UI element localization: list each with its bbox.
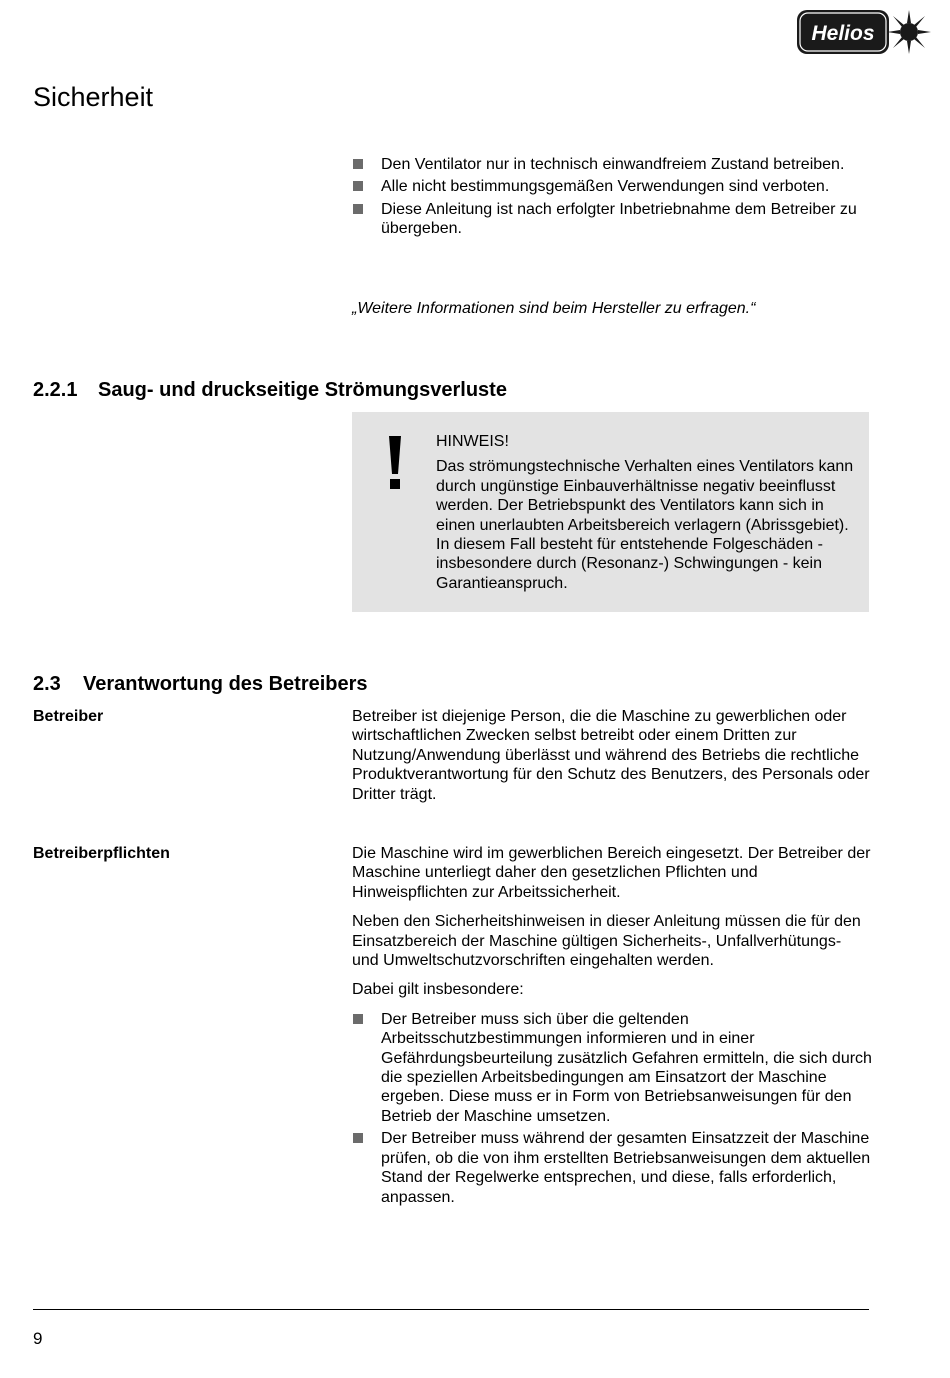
section-title: Saug- und druckseitige Strömungsverluste [98,379,507,401]
side-label-betreiberpflichten: Betreiberpflichten [33,845,170,862]
footer-divider [33,1309,869,1310]
paragraph: Neben den Sicherheitshinweisen in dieser Anleitung müssen die für den Einsatzbereich der Maschine gültigen Sicherheits-, Unfallverhütungs- und Umweltschutzvorschriften eingehalten werden. [352,913,861,970]
section-heading-2-3 [33,673,368,696]
square-bullet-icon [353,1133,363,1143]
intro-bullet-list [352,155,872,242]
square-bullet-icon [353,204,363,214]
square-bullet-icon [353,159,363,169]
section-number: 2.3 [33,673,61,695]
list-item: Der Betreiber muss sich über die geltenden Arbeitsschutzbestimmungen informieren und in einer Gefährdungsbeurteilung zusätzlich Gefahren ermitteln, die sich durch die speziellen Arbeitsbedingungen am Einsatzort der Maschine ergeben. Diese muss er in Form von Betriebsanweisungen für den Betrieb der Maschine umsetzen. [352,1010,872,1126]
paragraph: Dabei gilt insbesondere: [352,981,524,999]
notice-title: HINWEIS! [436,433,509,450]
notice-content [436,432,864,593]
fan-icon [887,10,931,54]
section-title: Verantwortung des Betreibers [83,673,368,695]
pflichten-bullet-list [352,1010,872,1207]
page-number: 9 [33,1329,43,1348]
list-item: Diese Anleitung ist nach erfolgter Inbetriebnahme dem Betreiber zu übergeben. [352,200,872,239]
paragraph: Die Maschine wird im gewerblichen Bereich eingesetzt. Der Betreiber der Maschine unterliegt daher den gesetzlichen Pflichten und Hinweispflichten zur Arbeitssicherheit. [352,845,871,901]
paragraph: Betreiber ist diejenige Person, die die Maschine zu gewerblichen oder wirtschaftlichen Zwecken selbst betreibt oder einem Dritten zur Nutzung/Anwendung überlässt und während des Betriebs die rechtliche Produktverantwortung für den Schutz des Benutzers, des Personals oder Dritter trägt. [352,708,870,803]
helios-logo [796,8,931,56]
betreiberpflichten-content [352,844,872,1210]
square-bullet-icon [353,1014,363,1024]
list-item: Den Ventilator nur in technisch einwandfreiem Zustand betreiben. [352,155,872,174]
exclamation-icon [380,432,410,497]
list-item: Alle nicht bestimmungsgemäßen Verwendungen sind verboten. [352,177,872,196]
notice-text: Das strömungstechnische Verhalten eines Ventilators kann durch ungünstige Einbauverhältnisse negativ beeinflusst werden. Der Betriebspunkt des Ventilators kann sich in einen unerlaubten Arbeitsbereich verlagern (Abrissgebiet). In diesem Fall besteht für entstehende Folgeschäden - insbesondere durch (Resonanz-) Schwingungen - kein Garantieanspruch. [436,458,854,592]
section-number: 2.2.1 [33,379,78,401]
page-title: Sicherheit [33,82,154,112]
notice-box [352,412,869,612]
list-item: Der Betreiber muss während der gesamten Einsatzzeit der Maschine prüfen, ob die von ihm erstellten Betriebsanweisungen dem aktuellen Stand der Regelwerke entsprechen, und diese, falls erforderlich, anpassen. [352,1129,872,1207]
betreiber-paragraph [352,707,872,814]
square-bullet-icon [353,181,363,191]
logo-text: Helios [811,22,875,45]
manufacturer-quote: „Weitere Informationen sind beim Hersteller zu erfragen.“ [352,300,756,317]
section-heading-2-2-1 [33,379,507,402]
side-label-betreiber: Betreiber [33,708,104,725]
